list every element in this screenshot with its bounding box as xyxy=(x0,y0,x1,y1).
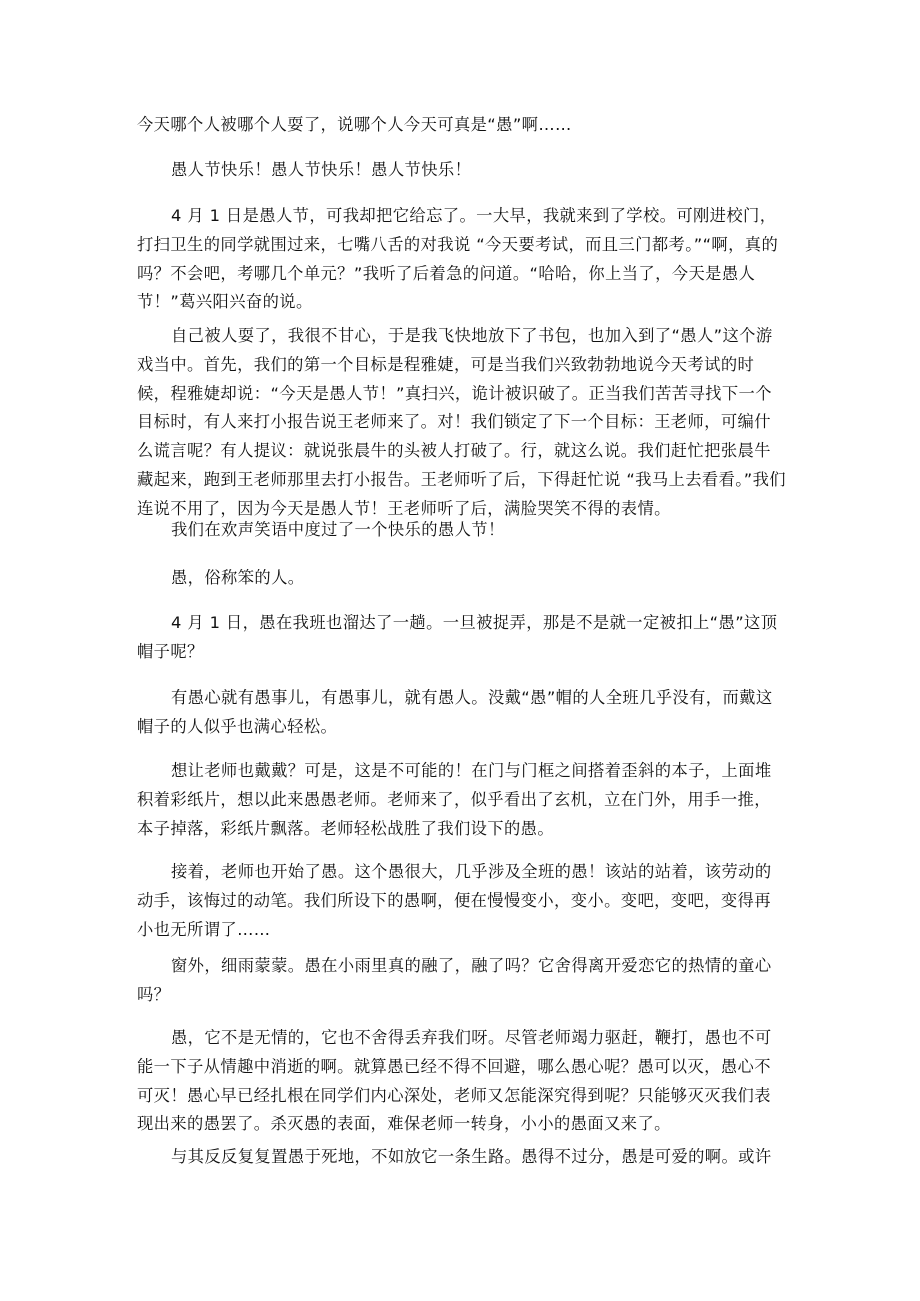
paragraph-1: 今天哪个人被哪个人耍了，说哪个人今天可真是“愚”啊…… xyxy=(137,115,572,134)
paragraph-3: 4 月 1 日是愚人节，可我却把它给忘了。一大早，我就来到了学校。可刚进校门，打扫卫生的同学就围过来，七嘴八舌的对我说 “今天要考试，而且三门都考。”“啊，真的吗？不会吧，考哪几个单元？”我听了后着急的问道。“哈哈，你上当了，今天是愚人节！”葛兴阳兴奋的说。 xyxy=(137,206,779,312)
paragraph-2: 愚人节快乐！愚人节快乐！愚人节快乐！ xyxy=(171,160,472,179)
paragraph-5: 我们在欢声笑语中度过了一个快乐的愚人节！ xyxy=(171,520,505,539)
paragraph-10: 接着，老师也开始了愚。这个愚很大，几乎涉及全班的愚！该站的站着，该劳动的动手，该悔过的动笔。我们所设下的愚啊，便在慢慢变小，变小。变吧，变吧，变得再小也无所谓了…… xyxy=(137,862,772,939)
paragraph-13: 与其反反复复置愚于死地，不如放它一条生路。愚得不过分，愚是可爱的啊。或许 xyxy=(171,1147,772,1166)
paragraph-12: 愚，它不是无情的，它也不舍得丢弃我们呀。尽管老师竭力驱赶，鞭打，愚也不可能一下子从情趣中消逝的啊。就算愚已经不得不回避，哪么愚心呢？愚可以灭，愚心不可灭！愚心早已经扎根在同学们内心深处，老师又怎能深究得到呢？只能够灭灭我们表现出来的愚罢了。杀灭愚的表面，难保老师一转身，小小的愚面又来了。 xyxy=(137,1028,772,1134)
paragraph-6: 愚，俗称笨的人。 xyxy=(171,568,305,587)
paragraph-9: 想让老师也戴戴？可是，这是不可能的！在门与门框之间搭着歪斜的本子，上面堆积着彩纸片，想以此来愚愚老师。老师来了，似乎看出了玄机，立在门外，用手一推，本子掉落，彩纸片飘落。老师轻松战胜了我们设下的愚。 xyxy=(137,761,772,838)
paragraph-7: 4 月 1 日，愚在我班也溜达了一趟。一旦被捉弄，那是不是就一定被扣上“愚”这顶帽子呢？ xyxy=(137,613,778,661)
paragraph-8: 有愚心就有愚事儿，有愚事儿，就有愚人。没戴“愚”帽的人全班几乎没有，而戴这帽子的人似乎也满心轻松。 xyxy=(137,688,773,736)
paragraph-11: 窗外，细雨蒙蒙。愚在小雨里真的融了，融了吗？它舍得离开爱恋它的热情的童心吗？ xyxy=(137,956,772,1004)
paragraph-4: 自己被人耍了，我很不甘心，于是我飞快地放下了书包，也加入到了“愚人”这个游戏当中。首先，我们的第一个目标是程雅婕，可是当我们兴致勃勃地说今天考试的时候，程雅婕却说：“今天是愚人节！”真扫兴，诡计被识破了。正当我们苦苦寻找下一个目标时，有人来打小报告说王老师来了。对！我们锁定了下一个目标：王老师，可编什么谎言呢？有人提议：就说张晨牛的头被人打破了。行，就这么说。我们赶忙把张晨牛藏起来，跑到王老师那里去打小报告。王老师听了后，下得赶忙说 “我马上去看看。”我们连说不用了，因为今天是愚人节！王老师听了后，满脸哭笑不得的表情。 xyxy=(137,326,786,518)
